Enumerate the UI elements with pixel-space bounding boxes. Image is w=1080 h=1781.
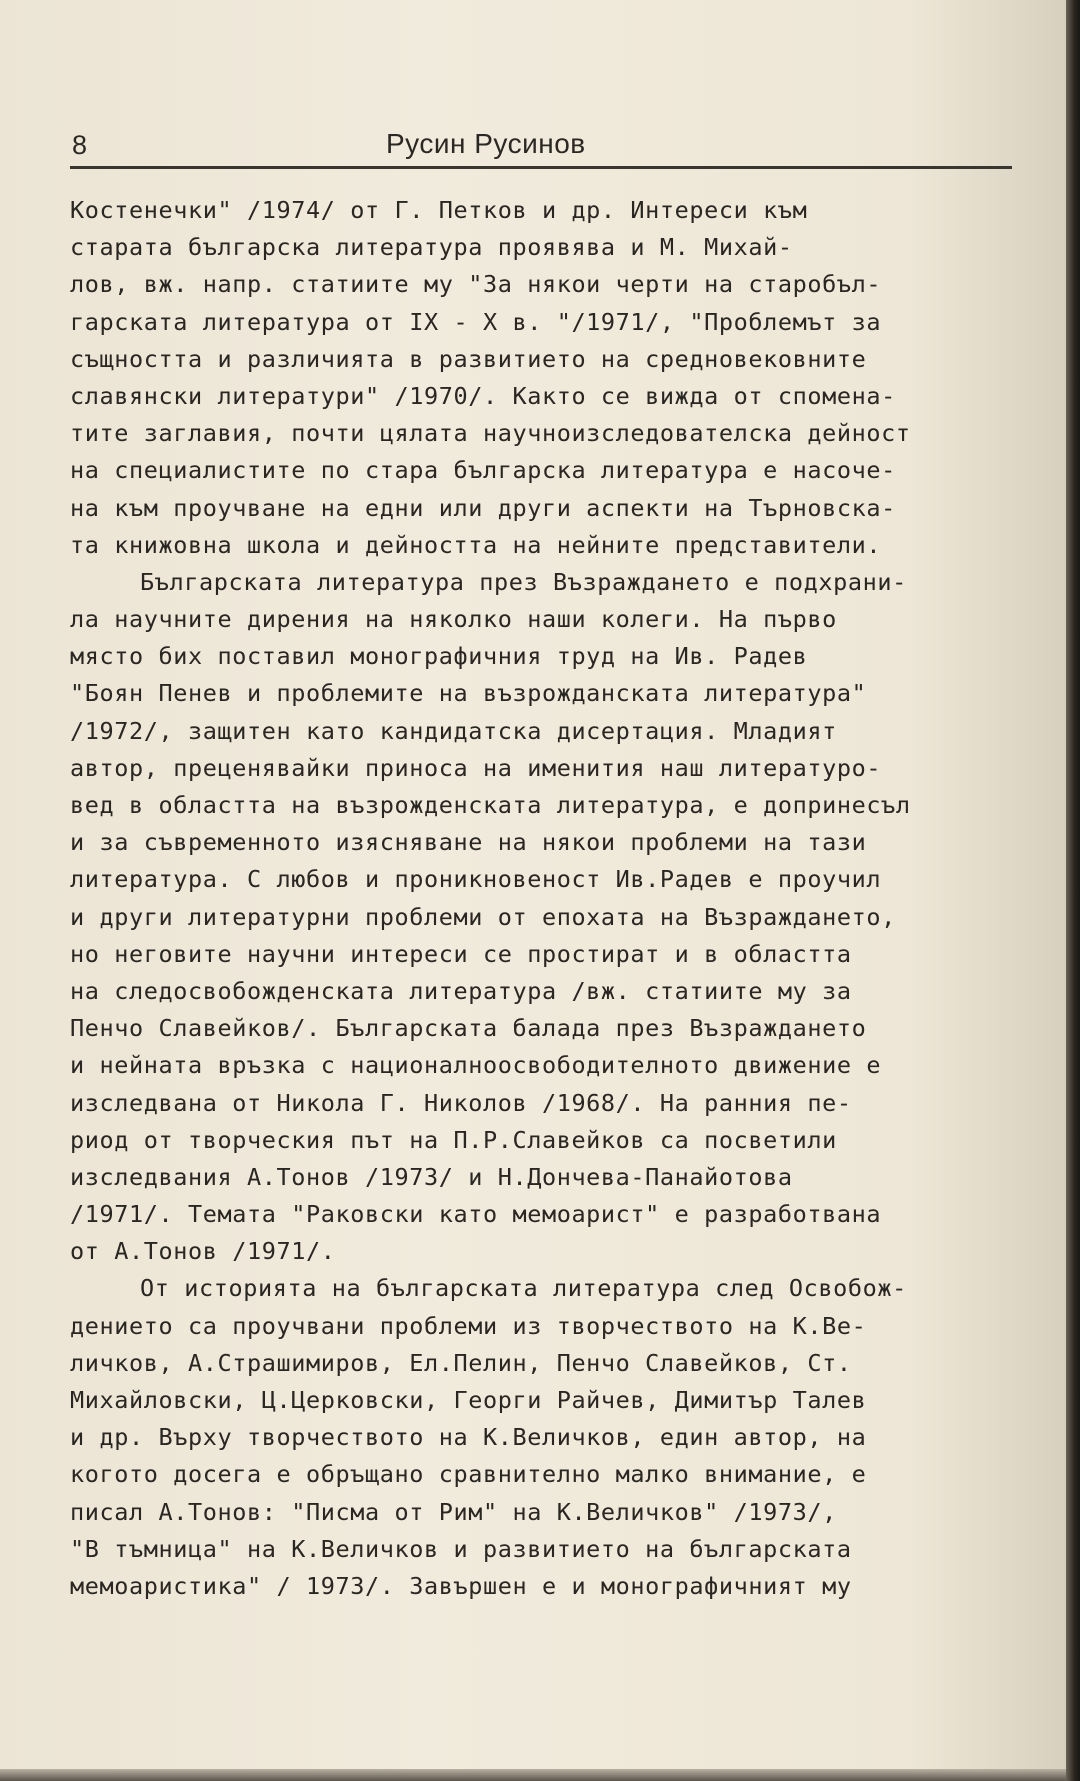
text-line: Пенчо Славейков/. Българската балада през Възраждането xyxy=(70,1014,867,1043)
text-line: и за съвременното изясняване на някои проблеми на тази xyxy=(70,828,867,857)
page-header xyxy=(70,126,1010,166)
text-line: лов, вж. напр. статиите му "За някои черти на старобъл- xyxy=(70,270,882,299)
text-line: "Боян Пенев и проблемите на възрожданската литература" xyxy=(70,679,867,708)
text-line: старата българска литература проявява и М. Михай- xyxy=(70,233,793,262)
page-bottom-edge xyxy=(0,1769,1066,1781)
page-number: 8 xyxy=(72,130,88,160)
text-line: гарската литература от IX - X в. "/1971/, "Проблемът за xyxy=(70,307,882,336)
text-line: мемоаристика" / 1973/. Завършен е и монографичният му xyxy=(70,1571,852,1600)
text-line: дението са проучвани проблеми из творчеството на К.Ве- xyxy=(70,1311,867,1340)
text-line: тите заглавия, почти цялата научноизследователска дейност xyxy=(70,419,911,448)
text-line: на следосвобожденската литература /вж. статиите му за xyxy=(70,976,852,1005)
text-line: изследвания А.Тонов /1973/ и Н.Дончева-Панайотова xyxy=(70,1162,793,1191)
text-line: та книжовна школа и дейността на нейните представители. xyxy=(70,530,882,559)
text-line: изследвана от Никола Г. Николов /1968/. На ранния пе- xyxy=(70,1088,852,1117)
text-line: ла научните дирения на няколко наши колеги. На първо xyxy=(70,605,837,634)
text-line: писал А.Тонов: "Писма от Рим" на К.Величков" /1973/, xyxy=(70,1497,837,1526)
text-line: /1971/. Темата "Раковски като мемоарист" е разработвана xyxy=(70,1200,882,1229)
running-head: Русин Русинов xyxy=(386,128,586,159)
text-line: място бих поставил монографичния труд на Ив. Радев xyxy=(70,642,808,671)
text-line: но неговите научни интереси се простират и в областта xyxy=(70,939,852,968)
text-line: "В тъмница" на К.Величков и развитието на българската xyxy=(70,1534,852,1563)
book-spine-edge xyxy=(1066,0,1080,1781)
text-line: личков, А.Страшимиров, Ел.Пелин, Пенчо Славейков, Ст. xyxy=(70,1348,852,1377)
body-text xyxy=(70,192,1045,1605)
text-line: същността и различията в развитието на средновековните xyxy=(70,344,867,373)
text-line: Михайловски, Ц.Церковски, Георги Райчев, Димитър Талев xyxy=(70,1386,867,1414)
text-line: и др. Върху творчеството на К.Величков, един автор, на xyxy=(70,1423,867,1452)
text-line: и други литературни проблеми от епохата на Възраждането, xyxy=(70,902,896,931)
paragraph-start-line: От историята на българската литература след Освобож- xyxy=(140,1274,907,1303)
text-line: и нейната връзка с националноосвободителното движение е xyxy=(70,1051,882,1080)
text-line: литература. С любов и проникновеност Ив.Радев е проучил xyxy=(70,865,882,894)
text-line: на към проучване на едни или други аспекти на Търновска- xyxy=(70,493,896,522)
text-line: автор, преценявайки приноса на именития наш литературо- xyxy=(70,753,882,782)
paragraph-start-line: Българската литература през Възраждането е подхрани- xyxy=(140,567,907,596)
text-line: от А.Тонов /1971/. xyxy=(70,1237,336,1266)
header-rule xyxy=(70,166,1012,169)
text-line: риод от творческия път на П.Р.Славейков са посветили xyxy=(70,1125,837,1154)
text-line: Костенечки" /1974/ от Г. Петков и др. Интереси към xyxy=(70,196,808,224)
text-line: вед в областта на възрожденската литература, е допринесъл xyxy=(70,791,911,819)
text-line: /1972/, защитен като кандидатска дисертация. Младият xyxy=(70,716,837,745)
text-line: когото досега е обръщано сравнително малко внимание, е xyxy=(70,1460,867,1489)
text-line: на специалистите по стара българска литература е насоче- xyxy=(70,456,896,485)
text-line: славянски литератури" /1970/. Както се вижда от спомена- xyxy=(70,381,896,410)
